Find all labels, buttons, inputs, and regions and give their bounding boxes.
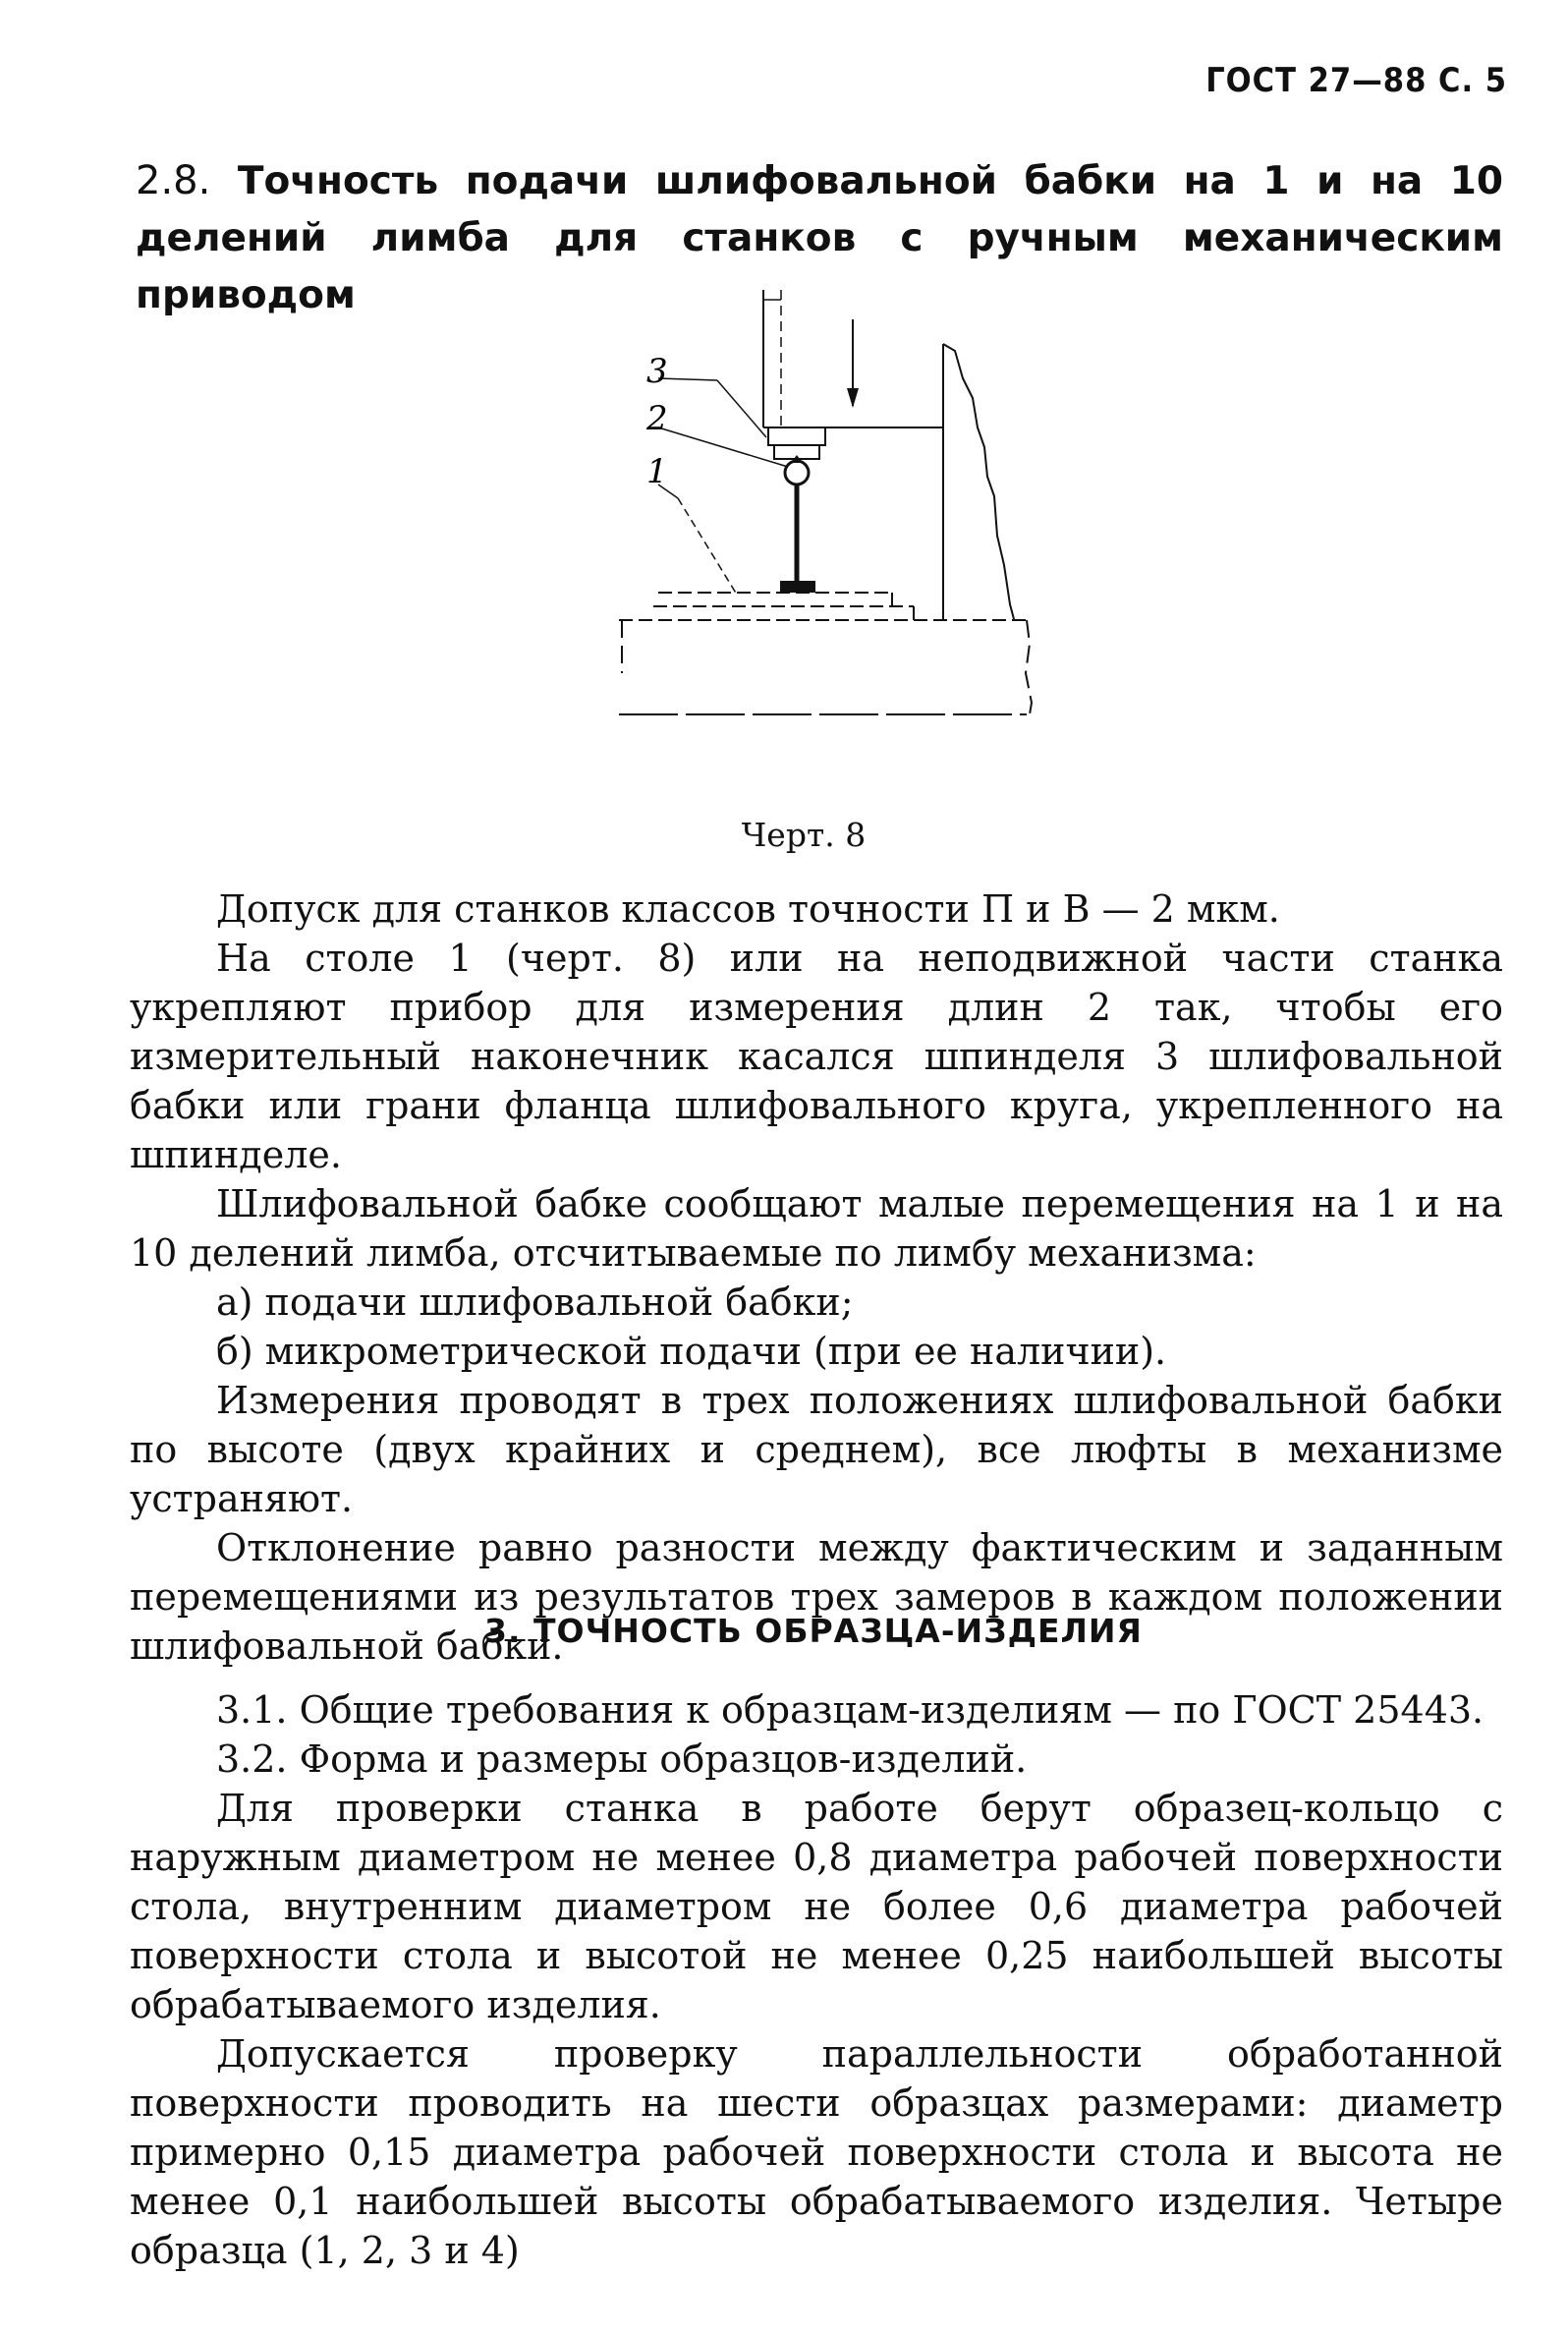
list-item: а) подачи шлифовальной бабки; bbox=[216, 1281, 854, 1324]
spindle-3 bbox=[768, 427, 825, 445]
paragraph: 3.2. Форма и размеры образцов-изделий. bbox=[216, 1737, 1028, 1781]
drawing-8 bbox=[619, 290, 1081, 801]
leader-3 bbox=[717, 380, 766, 437]
paragraph: На столе 1 (черт. 8) или на неподвижной части станка укрепляют прибор для измерения длин 2 так, чтобы его измерительный наконечник касался шпинделя 3 шлифовальной бабки или грани фланца шлифовального круга, укрепленного на шпинделе. bbox=[130, 937, 1503, 1176]
paragraph: Измерения проводят в трех положениях шлифовальной бабки по высоте (двух крайних и среднем), все люфты в механизме устраняют. bbox=[130, 1379, 1503, 1520]
section-3-body bbox=[130, 1685, 1503, 2275]
paragraph: Шлифовальной бабке сообщают малые перемещения на 1 и на 10 делений лимба, отсчитываемые по лимбу механизма: bbox=[130, 1182, 1503, 1275]
clause-2-8-body bbox=[130, 884, 1503, 1671]
paragraph: Для проверки станка в работе берут образец-кольцо с наружным диаметром не менее 0,8 диаметра рабочей поверхности стола, внутренним диаметром не более 0,6 диаметра рабочей поверхности стола и высотой не менее 0,25 наибольшей высоты обрабатываемого изделия. bbox=[130, 1787, 1503, 2026]
running-header: ГОСТ 27—88 С. 5 bbox=[1205, 61, 1507, 100]
paragraph: Допускается проверку параллельности обработанной поверхности проводить на шести образцах размерами: диаметр примерно 0,15 диаметра рабочей поверхности стола и высота не менее 0,1 наибольшей высоты обрабатываемого изделия. Четыре образца (1, 2, 3 и 4) bbox=[130, 2032, 1503, 2272]
leader-1 bbox=[678, 498, 737, 595]
paragraph: 3.1. Общие требования к образцам-изделиям — по ГОСТ 25443. bbox=[216, 1688, 1484, 1732]
paragraph: Допуск для станков классов точности П и В — 2 мкм. bbox=[216, 887, 1280, 931]
label-2: 2 bbox=[646, 399, 668, 438]
indicator-tip-2 bbox=[785, 461, 809, 484]
clause-title: Точность подачи шлифовальной бабки на 1 и на 10 делений лимба для станков с ручным механическим приводом bbox=[136, 159, 1504, 317]
paragraph: Отклонение равно разности между фактическим и заданным перемещениями из результатов трех замеров в каждом положении шлифовальной бабки. bbox=[130, 1526, 1503, 1668]
section-3-title: 3. ТОЧНОСТЬ ОБРАЗЦА-ИЗДЕЛИЯ bbox=[484, 1612, 1143, 1650]
clause-number: 2.8. bbox=[136, 158, 211, 203]
label-1: 1 bbox=[646, 452, 668, 491]
indicator-base bbox=[780, 581, 815, 593]
column-break-line bbox=[943, 344, 1014, 619]
label-3: 3 bbox=[646, 352, 668, 391]
figure-caption: Черт. 8 bbox=[741, 816, 867, 854]
list-item: б) микрометрической подачи (при ее наличии). bbox=[216, 1330, 1167, 1373]
